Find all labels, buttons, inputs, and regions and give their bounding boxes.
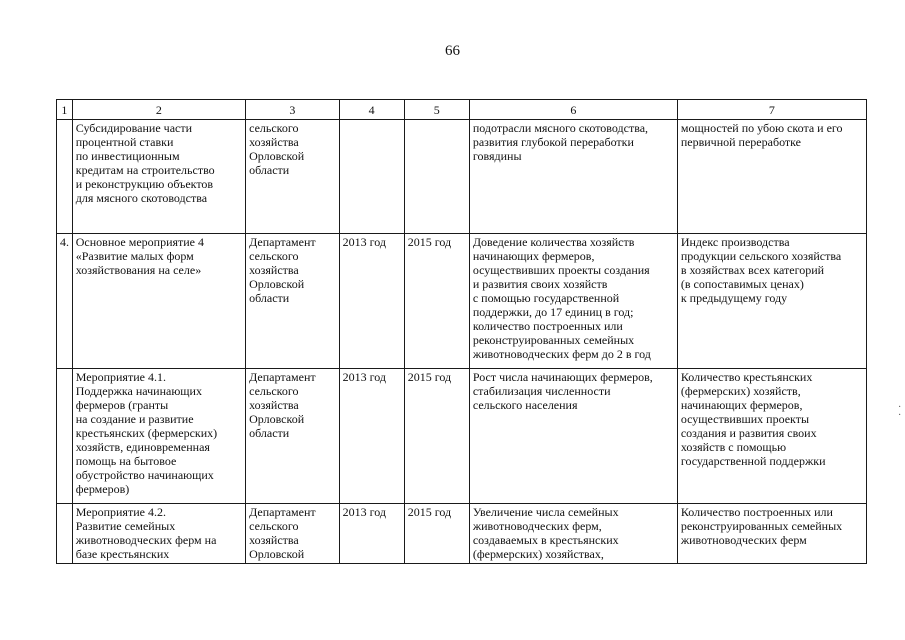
table-row: [57, 120, 867, 234]
expected-result-cell: Увеличение числа семейных животноводческих ферм, создаваемых в крестьянских (фермерских) хозяйствах,: [469, 504, 677, 564]
activity-name-cell: Основное мероприятие 4 «Развитие малых форм хозяйствования на селе»: [72, 234, 245, 369]
executor-cell: Департамент сельского хозяйства Орловской области: [246, 369, 340, 504]
header-cell-1: 1: [57, 100, 73, 120]
start-year-cell: 2013 год: [339, 504, 404, 564]
row-number-cell: [57, 369, 73, 504]
table-header-row: [57, 100, 867, 120]
row-number-cell: [57, 504, 73, 564]
header-cell-7: 7: [677, 100, 866, 120]
indicator-cell: Количество построенных или реконструированных семейных животноводческих ферм: [677, 504, 866, 564]
header-cell-5: 5: [404, 100, 469, 120]
activity-name-cell: Мероприятие 4.2. Развитие семейных животноводческих ферм на базе крестьянских: [72, 504, 245, 564]
table-row: [57, 504, 867, 564]
start-year-cell: 2013 год: [339, 369, 404, 504]
end-year-cell: 2015 год: [404, 234, 469, 369]
expected-result-cell: Доведение количества хозяйств начинающих фермеров, осуществивших проекты создания и развития своих хозяйств с помощью государственной поддержки, до 17 единиц в год; количество построенных или реконструированных семейных животноводческих ферм до 2 в год: [469, 234, 677, 369]
margin-scan-mark: · ·: [898, 402, 902, 421]
end-year-cell: 2015 год: [404, 504, 469, 564]
executor-cell: Департамент сельского хозяйства Орловской области: [246, 234, 340, 369]
activity-name-cell: Мероприятие 4.1. Поддержка начинающих фермеров (гранты на создание и развитие крестьянских (фермерских) хозяйств, единовременная помощь на бытовое обустройство начинающих фермеров): [72, 369, 245, 504]
end-year-cell: [404, 120, 469, 234]
activity-name-cell: Субсидирование части процентной ставки по инвестиционным кредитам на строительство и реконструкцию объектов для мясного скотоводства: [72, 120, 245, 234]
expected-result-cell: подотрасли мясного скотоводства, развития глубокой переработки говядины: [469, 120, 677, 234]
table-row: [57, 234, 867, 369]
executor-cell: сельского хозяйства Орловской области: [246, 120, 340, 234]
row-number-cell: [57, 120, 73, 234]
row-number-cell: 4.: [57, 234, 73, 369]
table-row: [57, 369, 867, 504]
page-number: 66: [445, 43, 460, 59]
header-cell-6: 6: [469, 100, 677, 120]
start-year-cell: [339, 120, 404, 234]
header-cell-2: 2: [72, 100, 245, 120]
indicator-cell: Количество крестьянских (фермерских) хозяйств, начинающих фермеров, осуществивших проекты создания и развития своих хозяйств с помощью государственной поддержки: [677, 369, 866, 504]
end-year-cell: 2015 год: [404, 369, 469, 504]
indicator-cell: мощностей по убою скота и его первичной переработке: [677, 120, 866, 234]
header-cell-3: 3: [246, 100, 340, 120]
start-year-cell: 2013 год: [339, 234, 404, 369]
header-cell-4: 4: [339, 100, 404, 120]
executor-cell: Департамент сельского хозяйства Орловской: [246, 504, 340, 564]
program-activities-table: [56, 99, 867, 564]
indicator-cell: Индекс производства продукции сельского хозяйства в хозяйствах всех категорий (в сопоставимых ценах) к предыдущему году: [677, 234, 866, 369]
expected-result-cell: Рост числа начинающих фермеров, стабилизация численности сельского населения: [469, 369, 677, 504]
